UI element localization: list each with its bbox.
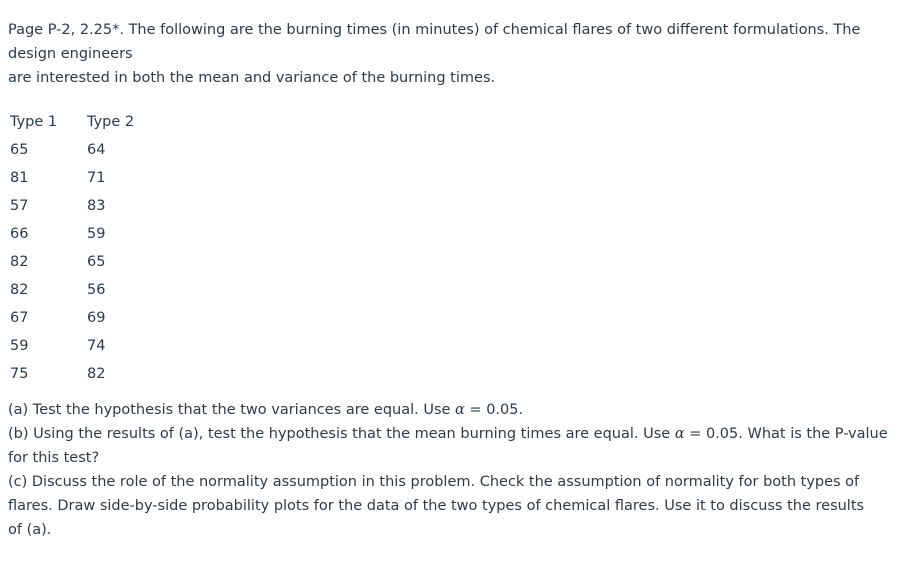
table-row	[8, 220, 167, 248]
intro-line-1: Page P-2, 2.25*. The following are the burning times (in minutes) of chemical flares of two different formulations. The	[8, 22, 861, 38]
cell-type-1: 59	[10, 338, 29, 354]
question-a	[8, 398, 896, 422]
question-b-text: (b) Using the results of (a), test the hypothesis that the mean burning times are equal. Use	[8, 426, 675, 442]
cell-type-1: 82	[10, 254, 29, 270]
cell-type-1: 65	[10, 142, 29, 158]
cell-type-2: 82	[87, 366, 106, 382]
cell-type-2: 71	[87, 170, 106, 186]
alpha-symbol: α	[674, 426, 685, 442]
question-b-value: = 0.05. What is the P-value	[684, 426, 888, 442]
cell-type-1: 81	[10, 170, 29, 186]
question-c-line-1: (c) Discuss the role of the normality assumption in this problem. Check the assumption of normality for both types of	[8, 474, 860, 490]
cell-type-1: 82	[10, 282, 29, 298]
table-row	[8, 136, 167, 164]
cell-type-2: 69	[87, 310, 106, 326]
problem-questions	[8, 398, 896, 542]
table-header-row	[8, 108, 167, 136]
table-row	[8, 332, 167, 360]
question-c-line-3: of (a).	[8, 522, 52, 538]
table-row	[8, 360, 167, 388]
cell-type-2: 83	[87, 198, 106, 214]
alpha-symbol: α	[455, 402, 465, 418]
cell-type-1: 67	[10, 310, 29, 326]
table-row	[8, 164, 167, 192]
table-row	[8, 304, 167, 332]
cell-type-1: 57	[10, 198, 29, 214]
question-c-line-2: flares. Draw side-by-side probability plots for the data of the two types of chemical flares. Use it to discuss the results	[8, 498, 865, 514]
cell-type-1: 66	[10, 226, 29, 242]
problem-intro	[8, 18, 896, 90]
intro-line-2: design engineers	[8, 46, 133, 62]
table-row	[8, 248, 167, 276]
cell-type-2: 64	[87, 142, 106, 158]
question-b-line-2: for this test?	[8, 450, 100, 466]
table-row	[8, 276, 167, 304]
cell-type-2: 56	[87, 282, 106, 298]
question-a-value: = 0.05.	[464, 402, 524, 418]
intro-line-3: are interested in both the mean and variance of the burning times.	[8, 70, 496, 86]
question-a-text: (a) Test the hypothesis that the two variances are equal. Use	[8, 402, 456, 418]
cell-type-1: 75	[10, 366, 29, 382]
cell-type-2: 65	[87, 254, 106, 270]
question-b	[8, 422, 896, 446]
burning-times-table	[8, 108, 167, 388]
cell-type-2: 74	[87, 338, 106, 354]
header-type-2: Type 2	[87, 114, 135, 130]
cell-type-2: 59	[87, 226, 106, 242]
header-type-1: Type 1	[10, 114, 58, 130]
table-row	[8, 192, 167, 220]
